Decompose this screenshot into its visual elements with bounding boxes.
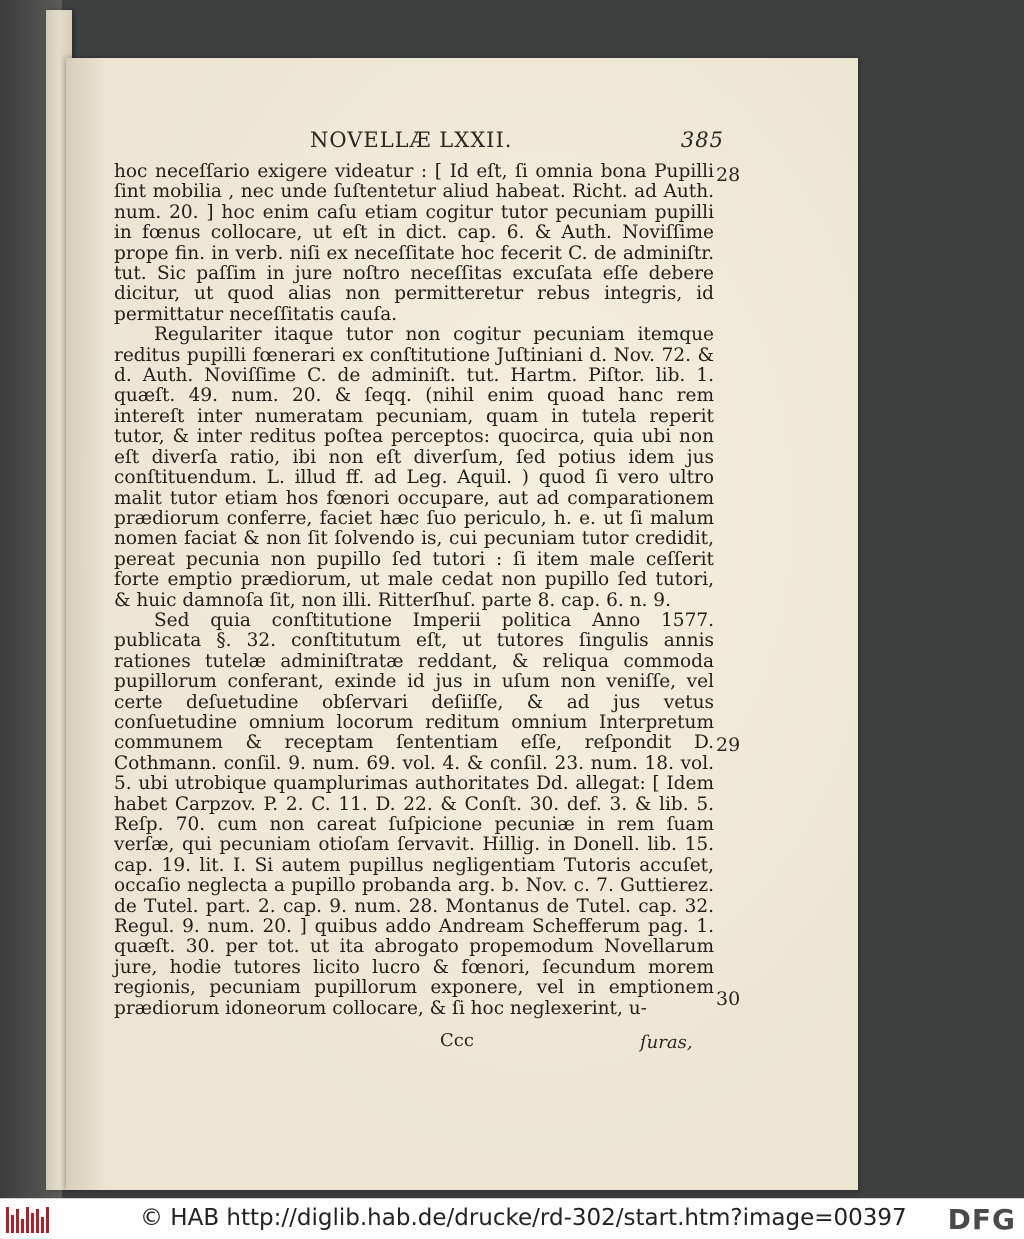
footer-bar <box>0 1198 1024 1239</box>
dfg-logo-icon[interactable]: DFG <box>947 1203 1016 1236</box>
scan-background-right <box>858 0 1024 1198</box>
page-number: 385 <box>680 128 724 152</box>
signature-mark: Ccc <box>440 1030 474 1051</box>
paragraph-3: Sed quia conſtitutione Imperii politica Anno 1577. publicata §. 32. conſtitutum eſt, ut tutores ſingulis annis rationes tutelæ adminiſtratæ reddant, & reliqua commoda pupillorum conferant, exinde id jus in uſum non veniſſe, vel certe deſuetudine obſervari deſiiſſe, & ad jus vetus conſuetudine omnium locorum reditum omnium Interpretum communem & receptam ſententiam eſſe, reſpondit D. Cothmann. conſil. 9. num. 69. vol. 4. & conſil. 23. num. 18. vol. 5. ubi utrobique quamplurimas authoritates Dd. allegat: [ Idem habet Carpzov. P. 2. C. 11. D. 22. & Conſt. 30. def. 3. & lib. 5. Reſp. 70. cum non careat ſuſpicione pecuniæ in rem ſuam verſæ, qui pecuniam otioſam ſervavit. Hillig. in Donell. lib. 15. cap. 19. lit. I. Si autem pupillus negligentiam Tutoris accuſet, occaſio neglecta a pupillo probanda arg. b. Nov. c. 7. Guttierez. de Tutel. part. 2. cap. 9. num. 28. Montanus de Tutel. cap. 32. Regul. 9. num. 20. ] quibus addo Andream Schefferum pag. 1. quæſt. 30. per tot. ut ita abrogato propemodum Novellarum jure, hodie tutores licito lucro & fœnori, ſecundum morem regionis, pecuniam pupillorum exponere, vel in emptionem prædiorum idoneorum collocare, & ſi hoc neglexerint, u- <box>114 609 714 1019</box>
hab-logo-icon[interactable] <box>6 1205 50 1233</box>
scan-background-top <box>62 0 858 58</box>
margin-number-28: 28 <box>716 164 741 186</box>
page-body <box>114 162 714 1019</box>
copyright-link[interactable]: © HAB http://diglib.hab.de/drucke/rd-302/start.htm?image=00397 <box>140 1205 907 1231</box>
paragraph-2: Regulariter itaque tutor non cogitur pecuniam itemque reditus pupilli fœnerari ex conſtitutione Juſtiniani d. Nov. 72. & d. Auth. Noviſſime C. de adminiſt. tut. Hartm. Piſtor. lib. 1. quæſt. 49. num. 20. & ſeqq. (nihil enim quoad hanc rem intereſt inter numeratam pecuniam, quam in tutela reperit tutor, & inter reditus poſtea perceptos: quocirca, quia ubi non eſt diverſa ratio, ibi non eſt diverſum, ſed potius idem jus conſtituendum. L. illud ff. ad Leg. Aquil. ) quod ſi vero ultro malit tutor etiam hos fœnori occupare, aut ad comparationem prædiorum conferre, faciet hæc ſuo periculo, h. e. ut ſi malum nomen faciat & non ſit ſolvendo is, cui pecuniam tutor credidit, pereat pecunia non pupillo ſed tutori : ſi item male ceſſerit forte emptio prædiorum, ut male cedat non pupillo ſed tutori, & huic damnoſa ſit, non illi. Ritterſhuſ. parte 8. cap. 6. n. 9. <box>114 324 714 611</box>
running-title: NOVELLÆ LXXII. <box>310 128 513 152</box>
catchword: ſuras, <box>640 1032 693 1053</box>
margin-number-30: 30 <box>716 988 741 1010</box>
paragraph-1: hoc neceſſario exigere videatur : [ Id eſt, ſi omnia bona Pupilli ſint mobilia , nec unde ſuſtentetur aliud habeat. Richt. ad Auth. num. 20. ] hoc enim caſu etiam cogitur tutor pecuniam pupilli in fœnus collocare, ut eſt in dict. cap. 6. & Auth. Noviſſime prope fin. in verb. niſi ex neceſſitate hoc fecerit C. de adminiſtr. tut. Sic paſſim in jure noſtro neceſſitas excuſata eſſe debere dicitur, ut quod alias non permitteretur rebus integris, id permittatur neceſſitatis cauſa. <box>114 161 714 325</box>
margin-number-29: 29 <box>716 734 741 756</box>
